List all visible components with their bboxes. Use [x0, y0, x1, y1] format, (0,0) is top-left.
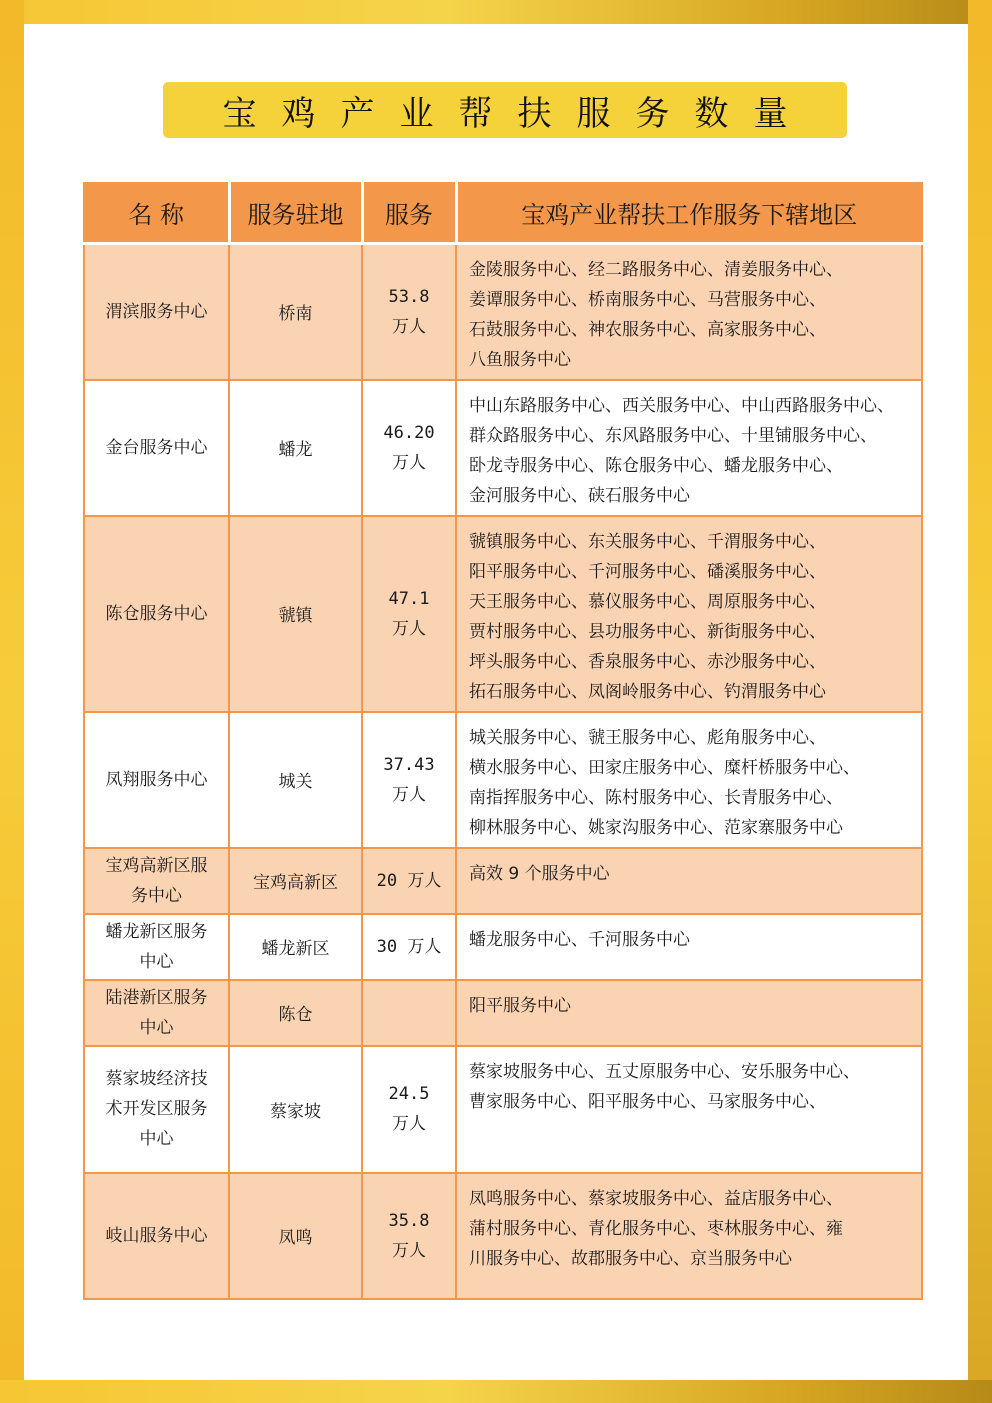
table-row	[84, 1046, 922, 1173]
center-name-line: 中心	[139, 1129, 174, 1149]
header-population: 服务	[362, 183, 456, 243]
population-line: 46.20	[383, 422, 435, 443]
area-line: 川服务中心、故郡服务中心、京当服务中心	[469, 1248, 792, 1269]
population-line: 24.5	[388, 1084, 430, 1104]
area-line: 贾村服务中心、县功服务中心、新街服务中心、	[469, 621, 826, 642]
area-line: 姜谭服务中心、桥南服务中心、马营服务中心、	[469, 289, 826, 310]
table-row	[84, 516, 922, 712]
area-line: 阳平服务中心	[469, 995, 571, 1016]
cell-service-base: 凤鸣	[229, 1173, 362, 1299]
cell-center-name	[84, 1173, 229, 1299]
population-line: 37.43	[383, 754, 435, 775]
cell-population	[362, 712, 456, 848]
area-line: 蔡家坡服务中心、五丈原服务中心、安乐服务中心、	[469, 1061, 860, 1082]
cell-center-name	[84, 712, 229, 848]
table-row	[84, 712, 922, 848]
area-line: 城关服务中心、虢王服务中心、彪角服务中心、	[469, 727, 826, 748]
population-line: 万人	[392, 618, 426, 639]
population-line: 万人	[392, 1114, 426, 1134]
cell-areas	[456, 1173, 922, 1299]
cell-areas	[456, 380, 922, 516]
cell-population	[362, 1046, 456, 1173]
cell-service-base: 蟠龙	[229, 380, 362, 516]
center-name-line: 渭滨服务中心	[105, 301, 208, 322]
center-name-line: 中心	[139, 1017, 174, 1038]
population-line: 万人	[392, 452, 426, 473]
cell-areas	[456, 243, 922, 380]
header-name: 名 称	[84, 183, 229, 243]
center-name-line: 陆港新区服务	[105, 987, 208, 1008]
center-name-line: 岐山服务中心	[105, 1225, 208, 1246]
cell-areas	[456, 848, 922, 914]
cell-service-base: 桥南	[229, 243, 362, 380]
cell-service-base: 蟠龙新区	[229, 914, 362, 980]
population-line: 47.1	[388, 588, 430, 609]
service-table	[83, 182, 923, 1300]
area-line: 坪头服务中心、香泉服务中心、赤沙服务中心、	[469, 651, 826, 672]
cell-center-name	[84, 980, 229, 1046]
area-line: 阳平服务中心、千河服务中心、磻溪服务中心、	[469, 561, 826, 582]
cell-population	[362, 380, 456, 516]
area-line: 南指挥服务中心、陈村服务中心、长青服务中心、	[469, 787, 843, 808]
area-line: 蟠龙服务中心、千河服务中心	[469, 929, 690, 950]
cell-population	[362, 243, 456, 380]
cell-population	[362, 914, 456, 980]
cell-service-base: 虢镇	[229, 516, 362, 712]
cell-service-base: 蔡家坡	[229, 1046, 362, 1173]
table-row	[84, 243, 922, 380]
table-header-row	[84, 183, 922, 243]
page-title: 宝鸡产业帮扶服务数量	[163, 82, 847, 138]
table-row	[84, 914, 922, 980]
population-line: 万人	[392, 316, 426, 337]
population-line: 30 万人	[376, 936, 442, 957]
area-line: 金河服务中心、硖石服务中心	[469, 485, 690, 506]
table-row	[84, 1173, 922, 1299]
area-line: 横水服务中心、田家庄服务中心、糜杆桥服务中心、	[469, 757, 860, 778]
center-name-line: 宝鸡高新区服	[105, 855, 208, 876]
cell-population	[362, 980, 456, 1046]
frame-left-border	[0, 0, 24, 1403]
table-row	[84, 380, 922, 516]
population-line: 53.8	[388, 286, 430, 307]
center-name-line: 凤翔服务中心	[105, 769, 208, 790]
cell-areas	[456, 712, 922, 848]
cell-center-name	[84, 516, 229, 712]
area-line: 石鼓服务中心、神农服务中心、高家服务中心、	[469, 319, 826, 340]
area-line: 卧龙寺服务中心、陈仓服务中心、蟠龙服务中心、	[469, 455, 843, 476]
cell-center-name	[84, 243, 229, 380]
center-name-line: 蟠龙新区服务	[105, 921, 208, 942]
area-line: 高效 9 个服务中心	[469, 863, 610, 884]
cell-population	[362, 516, 456, 712]
cell-service-base: 宝鸡高新区	[229, 848, 362, 914]
area-line: 曹家服务中心、阳平服务中心、马家服务中心、	[469, 1091, 826, 1112]
header-areas: 宝鸡产业帮扶工作服务下辖地区	[456, 183, 922, 243]
area-line: 蒲村服务中心、青化服务中心、枣林服务中心、雍	[469, 1218, 843, 1239]
table-body	[84, 243, 922, 1299]
frame-top-border	[0, 0, 992, 24]
cell-center-name	[84, 1046, 229, 1173]
area-line: 柳林服务中心、姚家沟服务中心、范家寨服务中心	[469, 817, 843, 838]
area-line: 拓石服务中心、凤阁岭服务中心、钓渭服务中心	[469, 681, 826, 702]
cell-areas	[456, 1046, 922, 1173]
area-line: 群众路服务中心、东风路服务中心、十里铺服务中心、	[469, 425, 877, 446]
cell-service-base: 陈仓	[229, 980, 362, 1046]
area-line: 八鱼服务中心	[469, 349, 571, 370]
population-line: 20 万人	[376, 870, 442, 891]
population-line: 35.8	[388, 1210, 430, 1231]
center-name-line: 金台服务中心	[105, 437, 208, 458]
cell-population	[362, 1173, 456, 1299]
table-row	[84, 980, 922, 1046]
cell-areas	[456, 914, 922, 980]
center-name-line: 陈仓服务中心	[105, 603, 208, 624]
cell-center-name	[84, 848, 229, 914]
cell-center-name	[84, 914, 229, 980]
cell-areas	[456, 980, 922, 1046]
center-name-line: 中心	[139, 951, 174, 972]
table-row	[84, 848, 922, 914]
cell-population	[362, 848, 456, 914]
cell-service-base: 城关	[229, 712, 362, 848]
cell-areas	[456, 516, 922, 712]
area-line: 天王服务中心、慕仪服务中心、周原服务中心、	[469, 591, 826, 612]
area-line: 中山东路服务中心、西关服务中心、中山西路服务中心、	[469, 395, 894, 416]
center-name-line: 务中心	[131, 885, 182, 906]
frame-bottom-border	[0, 1380, 992, 1403]
area-line: 金陵服务中心、经二路服务中心、清姜服务中心、	[469, 259, 843, 280]
area-line: 虢镇服务中心、东关服务中心、千渭服务中心、	[469, 531, 826, 552]
cell-center-name	[84, 380, 229, 516]
population-line: 万人	[392, 784, 426, 805]
center-name-line: 蔡家坡经济技	[105, 1069, 208, 1089]
population-line: 万人	[392, 1240, 426, 1261]
area-line: 凤鸣服务中心、蔡家坡服务中心、益店服务中心、	[469, 1188, 843, 1209]
header-base: 服务驻地	[229, 183, 362, 243]
center-name-line: 术开发区服务	[105, 1099, 208, 1119]
frame-right-border	[968, 0, 992, 1403]
